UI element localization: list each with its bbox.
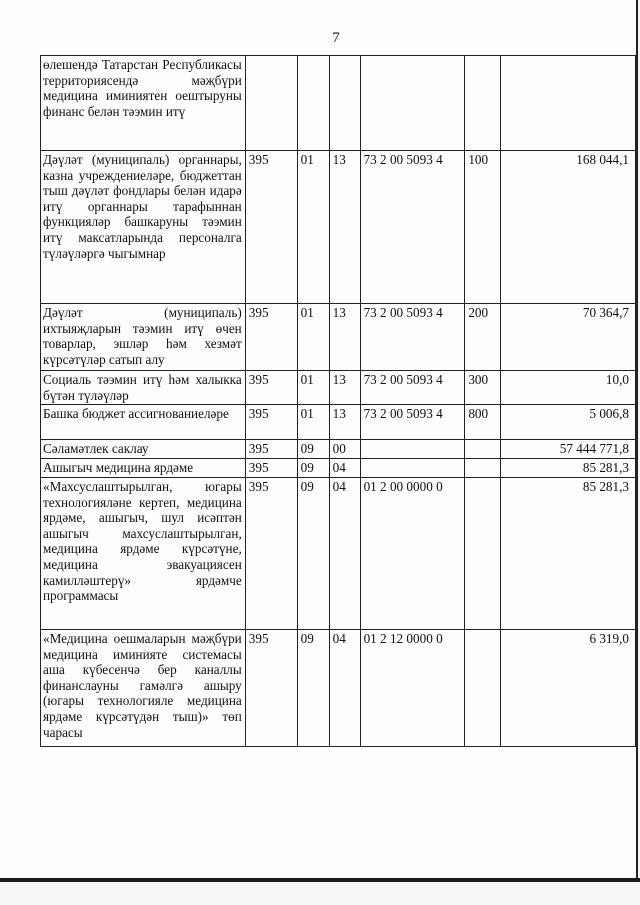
row-amount: 10,0 [501,371,636,405]
row-article: 73 2 00 5093 4 [360,405,465,440]
row-name: «Махсуслаштырылган, югары технологияләне кертеп, медицина ярдәме, ашыгыч, шул исәптән ашыгыч махсуслаштырылган, медицина ярдәме күрсәтүне, медицина эвакуациясен камилләштерү» ярдәмче программасы [41,478,246,630]
row-name: Ашыгыч медицина ярдәме [41,459,246,478]
row-subsection: 00 [329,440,360,459]
scan-edge [0,878,640,882]
row-section [297,56,329,151]
row-article: 01 2 12 0000 0 [360,630,465,747]
row-name: Башка бюджет ассигнованиеләре [41,405,246,440]
row-subsection [329,56,360,151]
table-row [41,371,636,405]
row-subsection: 04 [329,459,360,478]
budget-table [40,55,636,747]
table-row [41,56,636,151]
row-article: 73 2 00 5093 4 [360,304,465,371]
row-subsection: 13 [329,371,360,405]
row-ministry: 395 [245,371,297,405]
row-expense-type: 100 [465,151,501,304]
row-ministry: 395 [245,440,297,459]
row-amount [501,56,636,151]
row-name: «Медицина оешмаларын мәҗбүри медицина иминияте системасы аша күбесенчә бер каналлы финанслауны гамәлгә ашыру (югары технологияле медицина ярдәме күрсәтүдән тыш)» төп чарасы [41,630,246,747]
row-ministry: 395 [245,405,297,440]
row-article [360,56,465,151]
row-article [360,440,465,459]
table-row [41,630,636,747]
row-amount: 70 364,7 [501,304,636,371]
row-section: 01 [297,371,329,405]
row-ministry: 395 [245,151,297,304]
row-expense-type [465,478,501,630]
row-subsection: 04 [329,630,360,747]
row-expense-type: 200 [465,304,501,371]
row-name: Дәүләт (муниципаль) ихтыяҗларын тәэмин итү өчен товарлар, эшләр һәм хезмәт күрсәтүләр сатып алу [41,304,246,371]
row-name: Дәүләт (муниципаль) органнары, казна учреждениеләре, бюджеттан тыш дәүләт фондлары белән идарә итү органнары тарафыннан функцияләр башкаруны тәэмин итү максатларында персоналга түләүләргә чыгымнар [41,151,246,304]
row-subsection: 04 [329,478,360,630]
row-name: Социаль тәэмин итү һәм халыкка бүтән түләүләр [41,371,246,405]
row-subsection: 13 [329,405,360,440]
row-amount: 85 281,3 [501,459,636,478]
row-section: 09 [297,440,329,459]
row-ministry: 395 [245,304,297,371]
row-amount: 57 444 771,8 [501,440,636,459]
row-name: өлешендә Татарстан Республикасы территориясендә мәҗбүри медицина иминиятен оештыруны финанс белән тәэмин итү [41,56,246,151]
row-amount: 168 044,1 [501,151,636,304]
row-article [360,459,465,478]
row-expense-type: 300 [465,371,501,405]
row-amount: 85 281,3 [501,478,636,630]
row-section: 01 [297,151,329,304]
row-article: 73 2 00 5093 4 [360,151,465,304]
row-section: 09 [297,478,329,630]
row-expense-type [465,630,501,747]
row-name: Сәламәтлек саклау [41,440,246,459]
table-row [41,440,636,459]
row-article: 01 2 00 0000 0 [360,478,465,630]
row-expense-type [465,56,501,151]
table-row [41,459,636,478]
row-ministry: 395 [245,478,297,630]
table-row [41,151,636,304]
row-section: 09 [297,459,329,478]
row-subsection: 13 [329,151,360,304]
row-ministry: 395 [245,630,297,747]
table-row [41,478,636,630]
row-amount: 5 006,8 [501,405,636,440]
row-ministry: 395 [245,459,297,478]
row-section: 09 [297,630,329,747]
row-section: 01 [297,405,329,440]
row-amount: 6 319,0 [501,630,636,747]
row-expense-type [465,440,501,459]
row-section: 01 [297,304,329,371]
page-number: 7 [332,30,340,46]
row-article: 73 2 00 5093 4 [360,371,465,405]
row-expense-type [465,459,501,478]
row-expense-type: 800 [465,405,501,440]
row-subsection: 13 [329,304,360,371]
row-ministry [245,56,297,151]
table-row [41,405,636,440]
table-row [41,304,636,371]
